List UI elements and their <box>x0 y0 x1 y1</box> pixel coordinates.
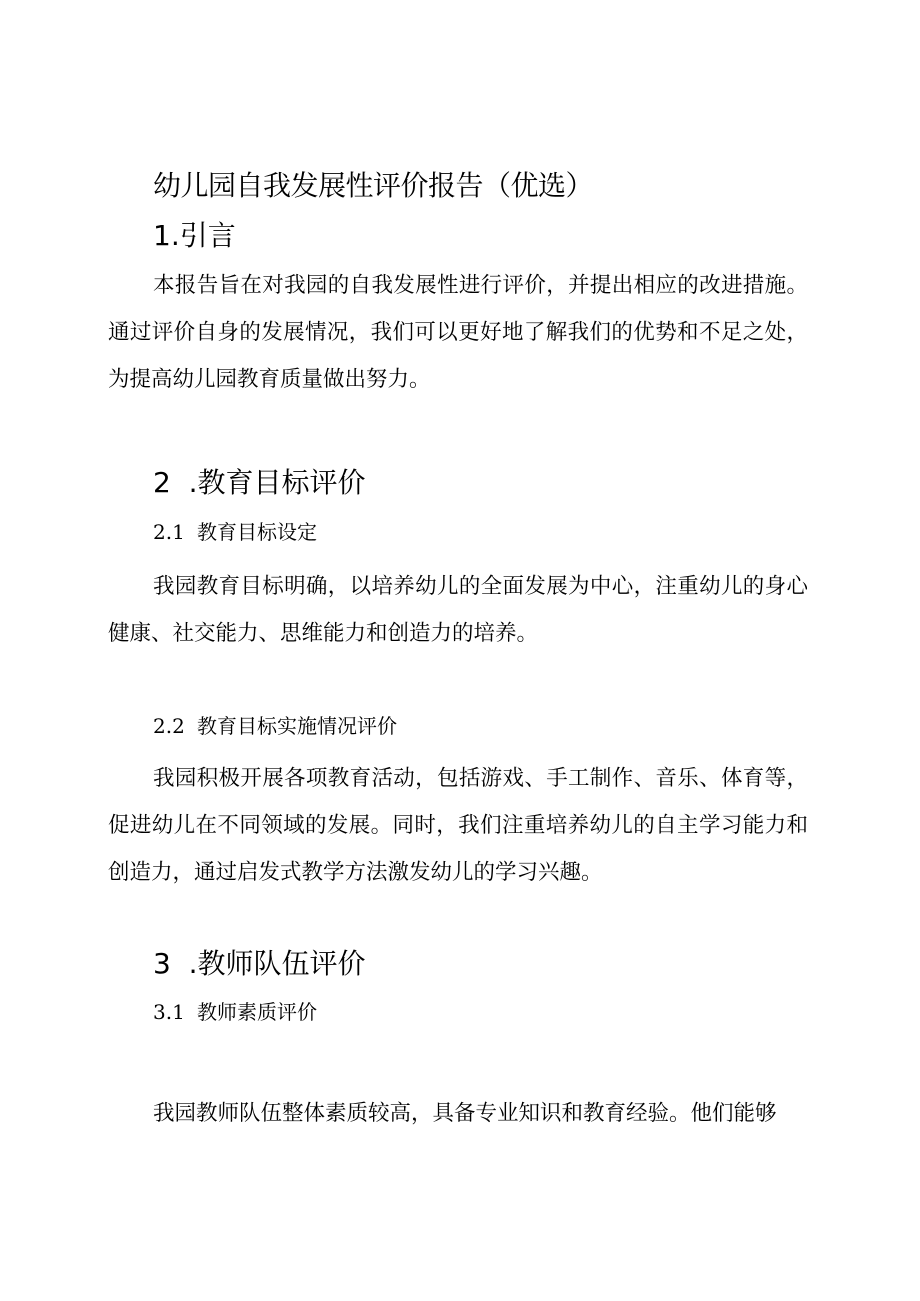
subsection-2-2-paragraph: 我园积极开展各项教育活动，包括游戏、手工制作、音乐、体育等，促进幼儿在不同领域的发展。同时，我们注重培养幼儿的自主学习能力和创造力，通过启发式教学方法激发幼儿的学习兴趣。 <box>108 766 808 885</box>
subsection-number: 2.2 <box>153 714 185 738</box>
subsection-2-2-heading <box>153 712 397 740</box>
subsection-title: 教育目标实施情况评价 <box>197 714 397 738</box>
subsection-3-1-heading <box>153 998 317 1026</box>
subsection-number: 3.1 <box>153 1000 185 1024</box>
section-3-heading: 3 .教师队伍评价 <box>153 947 366 980</box>
subsection-title: 教师素质评价 <box>197 1000 317 1024</box>
section-1-paragraph: 本报告旨在对我园的自我发展性进行评价，并提出相应的改进措施。通过评价自身的发展情况，我们可以更好地了解我们的优势和不足之处，为提高幼儿园教育质量做出努力。 <box>108 273 808 392</box>
subsection-number: 2.1 <box>153 520 185 544</box>
subsection-3-1-paragraph: 我园教师队伍整体素质较高，具备专业知识和教育经验。他们能够 <box>153 1101 777 1126</box>
section-2-heading: 2 .教育目标评价 <box>153 466 366 499</box>
subsection-title: 教育目标设定 <box>197 520 317 544</box>
section-1-heading: 1.引言 <box>153 219 236 252</box>
document-title: 幼儿园自我发展性评价报告（优选） <box>153 169 594 202</box>
subsection-2-1-heading <box>153 518 317 546</box>
subsection-2-1-paragraph: 我园教育目标明确，以培养幼儿的全面发展为中心，注重幼儿的身心健康、社交能力、思维能力和创造力的培养。 <box>108 574 808 646</box>
